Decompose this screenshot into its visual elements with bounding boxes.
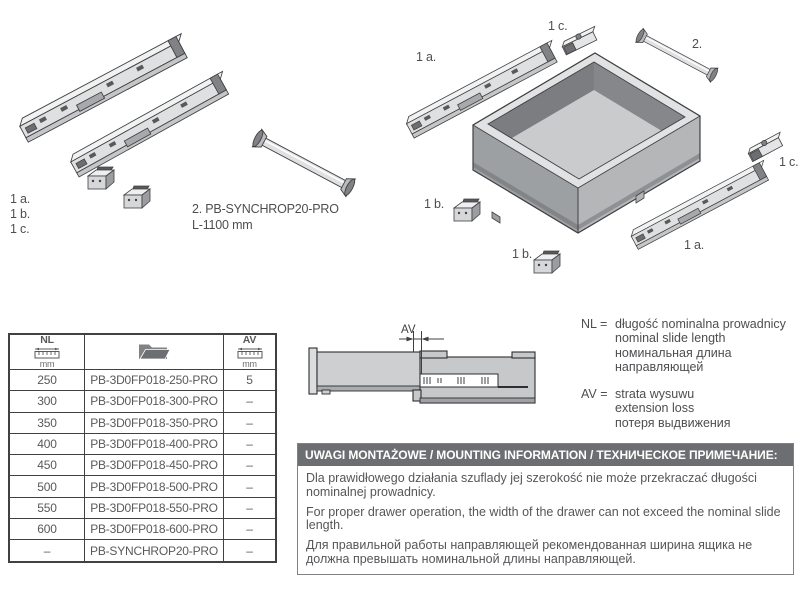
cell-nl: 500	[9, 476, 85, 497]
cell-nl: 550	[9, 497, 85, 518]
exploded-label-bracket-bottom: 1 b.	[512, 247, 533, 261]
cell-code: PB-SYNCHROP20-PRO	[85, 540, 224, 562]
legend-av-term: AV =	[581, 387, 608, 402]
table-row	[9, 433, 276, 454]
legend-av-line: потеря выдвижения	[615, 415, 731, 430]
cell-code: PB-3D0FP018-500-PRO	[85, 476, 224, 497]
legend-nl-term: NL =	[581, 317, 608, 331]
cell-nl: 300	[9, 391, 85, 412]
cell-code: PB-3D0FP018-600-PRO	[85, 519, 224, 540]
sync-rod-length: L-1100 mm	[192, 218, 253, 232]
note-paragraph-ru: Для правильной работы направляющей рекомендованная ширина ящика не должна превышать номинальной длины направляющей.	[306, 538, 753, 566]
folder-icon	[136, 340, 172, 362]
mounting-notes-box	[297, 443, 794, 575]
cell-code: PB-3D0FP018-350-PRO	[85, 412, 224, 433]
table-header-row	[9, 334, 276, 370]
header-av	[224, 334, 277, 370]
table-row	[9, 412, 276, 433]
header-code	[85, 334, 224, 370]
exploded-label-coupling-right: 1 c.	[779, 155, 799, 169]
av-dimension-label: AV	[401, 324, 416, 336]
cell-av: –	[224, 455, 277, 476]
exploded-label-bracket-left: 1 b.	[424, 197, 445, 211]
cell-av: 5	[224, 370, 277, 391]
sync-rod-code: 2. PB-SYNCHROP20-PRO	[192, 202, 339, 216]
legend-nl	[581, 317, 786, 374]
legend-nl-line: nominal slide length	[615, 331, 726, 346]
exploded-label-rod: 2.	[692, 37, 703, 51]
slide-spec-table	[8, 333, 277, 563]
exploded-label-slide-bottom: 1 a.	[684, 238, 705, 252]
legend-nl-line: długość nominalna prowadnicy	[615, 317, 786, 331]
cell-av: –	[224, 497, 277, 518]
table-row	[9, 391, 276, 412]
part-label-coupling: 1 c.	[10, 222, 30, 236]
legend-av-line: extension loss	[615, 401, 695, 416]
ruler-icon	[34, 347, 60, 359]
mounting-notes-title: UWAGI MONTAŻOWE / MOUNTING INFORMATION / ТЕХНИЧЕСКОЕ ПРИМЕЧАНИЕ:	[298, 444, 793, 466]
part-label-slide: 1 a.	[10, 192, 31, 206]
cell-nl: 250	[9, 370, 85, 391]
cell-nl: 350	[9, 412, 85, 433]
header-nl-unit: mm	[39, 358, 55, 369]
table-row	[9, 370, 276, 391]
table-row	[9, 540, 276, 562]
legend-av-line: strata wysuwu	[615, 387, 695, 402]
table-row	[9, 519, 276, 540]
legend-av	[581, 387, 786, 430]
note-paragraph-en: For proper drawer operation, the width of the drawer can not exceed the nominal slide length.	[306, 504, 781, 533]
cell-nl: 450	[9, 455, 85, 476]
cell-av: –	[224, 519, 277, 540]
ruler-icon	[237, 347, 263, 359]
drawer-exploded-illustration	[404, 26, 786, 273]
cell-nl: 400	[9, 433, 85, 454]
part-label-bracket: 1 b.	[10, 207, 31, 221]
slide-pair-illustration	[17, 34, 234, 208]
cell-av: –	[224, 412, 277, 433]
cell-av: –	[224, 540, 277, 562]
exploded-label-coupling-top: 1 c.	[548, 19, 568, 33]
mounting-notes-body	[298, 466, 793, 574]
header-av-unit: mm	[242, 358, 257, 369]
cell-nl: 600	[9, 519, 85, 540]
extension-loss-diagram	[309, 331, 535, 403]
table-row	[9, 476, 276, 497]
cell-av: –	[224, 433, 277, 454]
cell-code: PB-3D0FP018-300-PRO	[85, 391, 224, 412]
cell-av: –	[224, 476, 277, 497]
abbreviation-legend	[581, 317, 786, 443]
cell-code: PB-3D0FP018-550-PRO	[85, 497, 224, 518]
table-row	[9, 455, 276, 476]
cell-code: PB-3D0FP018-250-PRO	[85, 370, 224, 391]
header-nl	[9, 334, 85, 370]
cell-nl: –	[9, 540, 85, 562]
note-paragraph-pl: Dla prawidłowego działania szuflady jej szerokość nie może przekraczać długości nominalnej prowadnicy.	[306, 471, 757, 499]
table-row	[9, 497, 276, 518]
sync-rod-illustration	[251, 128, 358, 197]
header-av-label: AV	[242, 334, 257, 347]
cell-av: –	[224, 391, 277, 412]
header-nl-label: NL	[40, 334, 54, 347]
cell-code: PB-3D0FP018-400-PRO	[85, 433, 224, 454]
legend-nl-line: направляющей	[615, 359, 704, 374]
legend-nl-line: номинальная длина	[615, 345, 732, 360]
cell-code: PB-3D0FP018-450-PRO	[85, 455, 224, 476]
exploded-label-slide-left: 1 a.	[416, 50, 437, 64]
